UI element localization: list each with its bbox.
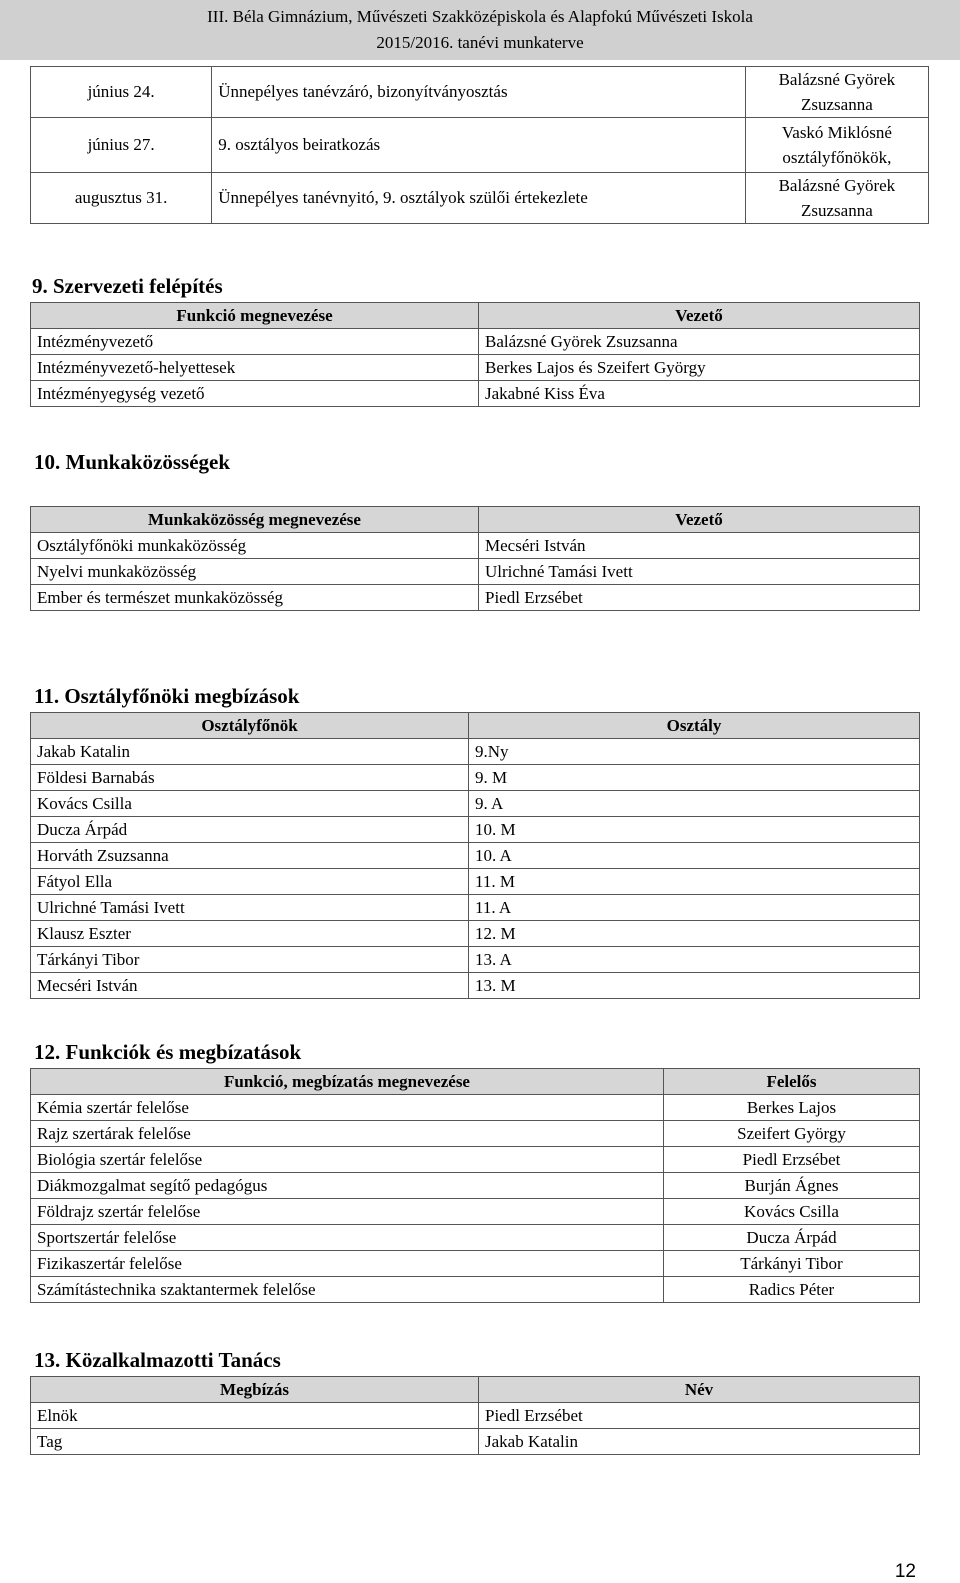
- work-groups-table: [30, 506, 920, 611]
- table-row: [31, 329, 920, 355]
- cell-label: Biológia szertár felelőse: [31, 1147, 664, 1173]
- cell-value: 13. A: [469, 947, 920, 973]
- cell-value: 11. M: [469, 869, 920, 895]
- cell-label: Fizikaszertár felelőse: [31, 1251, 664, 1277]
- cell-value: Piedl Erzsébet: [479, 585, 920, 611]
- cell-value: 10. A: [469, 843, 920, 869]
- table-row: [31, 1121, 920, 1147]
- section-title-functions: 12. Funkciók és megbízatások: [34, 1040, 302, 1064]
- cell-value: Berkes Lajos és Szeifert György: [479, 355, 920, 381]
- table-row: [31, 355, 920, 381]
- table-row: [31, 869, 920, 895]
- table-row: [31, 791, 920, 817]
- cell-label: Ulrichné Tamási Ivett: [31, 895, 469, 921]
- cell-value: Szeifert György: [664, 1121, 920, 1147]
- cell-label: Kémia szertár felelőse: [31, 1095, 664, 1121]
- cell-value: Radics Péter: [664, 1277, 920, 1303]
- cell-value: 10. M: [469, 817, 920, 843]
- section-title-class-teachers: 11. Osztályfőnöki megbízások: [34, 684, 300, 708]
- staff-council-table: [30, 1376, 920, 1455]
- cell-label: Intézményvezető-helyettesek: [31, 355, 479, 381]
- table-row: [31, 118, 929, 173]
- table-row: [31, 843, 920, 869]
- cell-value: Piedl Erzsébet: [664, 1147, 920, 1173]
- table-row: [31, 817, 920, 843]
- table-row: [31, 585, 920, 611]
- section-title-staff-council: 13. Közalkalmazotti Tanács: [34, 1348, 281, 1372]
- table-row: [31, 381, 920, 407]
- section-title-work-groups: 10. Munkaközösségek: [34, 450, 231, 474]
- cell-value: 9. A: [469, 791, 920, 817]
- cell-label: Osztályfőnöki munkaközösség: [31, 533, 479, 559]
- cell-value: Balázsné Györek Zsuzsanna: [479, 329, 920, 355]
- event-name: Ünnepélyes tanévzáró, bizonyítványosztás: [212, 67, 746, 118]
- cell-value: Kovács Csilla: [664, 1199, 920, 1225]
- table-row: [31, 67, 929, 118]
- table-row: [31, 533, 920, 559]
- cell-label: Ducza Árpád: [31, 817, 469, 843]
- column-header: Funkció, megbízatás megnevezése: [31, 1069, 664, 1095]
- table-header-row: [31, 1377, 920, 1403]
- cell-label: Számítástechnika szaktantermek felelőse: [31, 1277, 664, 1303]
- table-row: [31, 1251, 920, 1277]
- cell-value: 9. M: [469, 765, 920, 791]
- table-row: [31, 765, 920, 791]
- table-row: [31, 973, 920, 999]
- cell-label: Földrajz szertár felelőse: [31, 1199, 664, 1225]
- functions-table: [30, 1068, 920, 1303]
- column-header: Megbízás: [31, 1377, 479, 1403]
- column-header: Vezető: [479, 303, 920, 329]
- cell-value: 9.Ny: [469, 739, 920, 765]
- header-plan-title: 2015/2016. tanévi munkaterve: [376, 33, 584, 52]
- header-school-name: III. Béla Gimnázium, Művészeti Szakközépiskola és Alapfokú Művészeti Iskola: [207, 7, 753, 26]
- cell-value: Tárkányi Tibor: [664, 1251, 920, 1277]
- cell-value: 12. M: [469, 921, 920, 947]
- cell-label: Sportszertár felelőse: [31, 1225, 664, 1251]
- table-row: [31, 1429, 920, 1455]
- cell-value: Jakabné Kiss Éva: [479, 381, 920, 407]
- event-responsible-line: Balázsné Györek: [778, 70, 896, 89]
- cell-value: Berkes Lajos: [664, 1095, 920, 1121]
- event-responsible: [745, 173, 928, 224]
- column-header: Név: [479, 1377, 920, 1403]
- event-date: június 24.: [31, 67, 212, 118]
- cell-value: Piedl Erzsébet: [479, 1403, 920, 1429]
- cell-label: Horváth Zsuzsanna: [31, 843, 469, 869]
- event-date: június 27.: [31, 118, 212, 173]
- table-row: [31, 947, 920, 973]
- event-name: 9. osztályos beiratkozás: [212, 118, 746, 173]
- event-responsible: [745, 67, 928, 118]
- cell-value: Ulrichné Tamási Ivett: [479, 559, 920, 585]
- column-header: Vezető: [479, 507, 920, 533]
- cell-label: Földesi Barnabás: [31, 765, 469, 791]
- table-row: [31, 895, 920, 921]
- column-header: Osztályfőnök: [31, 713, 469, 739]
- event-responsible: [745, 118, 928, 173]
- cell-value: 13. M: [469, 973, 920, 999]
- table-row: [31, 1403, 920, 1429]
- cell-label: Ember és természet munkaközösség: [31, 585, 479, 611]
- cell-value: Jakab Katalin: [479, 1429, 920, 1455]
- section-title-organization: 9. Szervezeti felépítés: [32, 274, 223, 298]
- event-date: augusztus 31.: [31, 173, 212, 224]
- event-responsible-line: Vaskó Miklósné: [781, 123, 892, 142]
- page-number: 12: [894, 1561, 916, 1582]
- cell-label: Tag: [31, 1429, 479, 1455]
- table-row: [31, 559, 920, 585]
- event-responsible-line: Zsuzsanna: [801, 201, 873, 220]
- column-header: Felelős: [664, 1069, 920, 1095]
- cell-label: Diákmozgalmat segítő pedagógus: [31, 1173, 664, 1199]
- table-row: [31, 1277, 920, 1303]
- event-responsible-line: Balázsné Györek: [778, 176, 896, 195]
- table-header-row: [31, 507, 920, 533]
- column-header: Funkció megnevezése: [31, 303, 479, 329]
- cell-label: Tárkányi Tibor: [31, 947, 469, 973]
- table-row: [31, 1147, 920, 1173]
- column-header: Osztály: [469, 713, 920, 739]
- table-row: [31, 173, 929, 224]
- column-header: Munkaközösség megnevezése: [31, 507, 479, 533]
- event-responsible-line: osztályfőnökök,: [782, 148, 892, 167]
- class-teachers-table: [30, 712, 920, 999]
- event-name: Ünnepélyes tanévnyitó, 9. osztályok szülői értekezlete: [212, 173, 746, 224]
- table-row: [31, 739, 920, 765]
- events-table: [30, 66, 929, 224]
- table-header-row: [31, 713, 920, 739]
- cell-label: Nyelvi munkaközösség: [31, 559, 479, 585]
- cell-label: Fátyol Ella: [31, 869, 469, 895]
- table-header-row: [31, 303, 920, 329]
- cell-label: Klausz Eszter: [31, 921, 469, 947]
- cell-label: Mecséri István: [31, 973, 469, 999]
- cell-label: Jakab Katalin: [31, 739, 469, 765]
- page-header: [0, 0, 960, 60]
- table-header-row: [31, 1069, 920, 1095]
- table-row: [31, 1095, 920, 1121]
- cell-label: Intézményegység vezető: [31, 381, 479, 407]
- table-row: [31, 921, 920, 947]
- organization-table: [30, 302, 920, 407]
- cell-value: Burján Ágnes: [664, 1173, 920, 1199]
- cell-label: Elnök: [31, 1403, 479, 1429]
- table-row: [31, 1199, 920, 1225]
- table-row: [31, 1173, 920, 1199]
- table-row: [31, 1225, 920, 1251]
- event-responsible-line: Zsuzsanna: [801, 95, 873, 114]
- cell-value: Ducza Árpád: [664, 1225, 920, 1251]
- cell-label: Rajz szertárak felelőse: [31, 1121, 664, 1147]
- cell-value: 11. A: [469, 895, 920, 921]
- cell-label: Intézményvezető: [31, 329, 479, 355]
- cell-value: Mecséri István: [479, 533, 920, 559]
- cell-label: Kovács Csilla: [31, 791, 469, 817]
